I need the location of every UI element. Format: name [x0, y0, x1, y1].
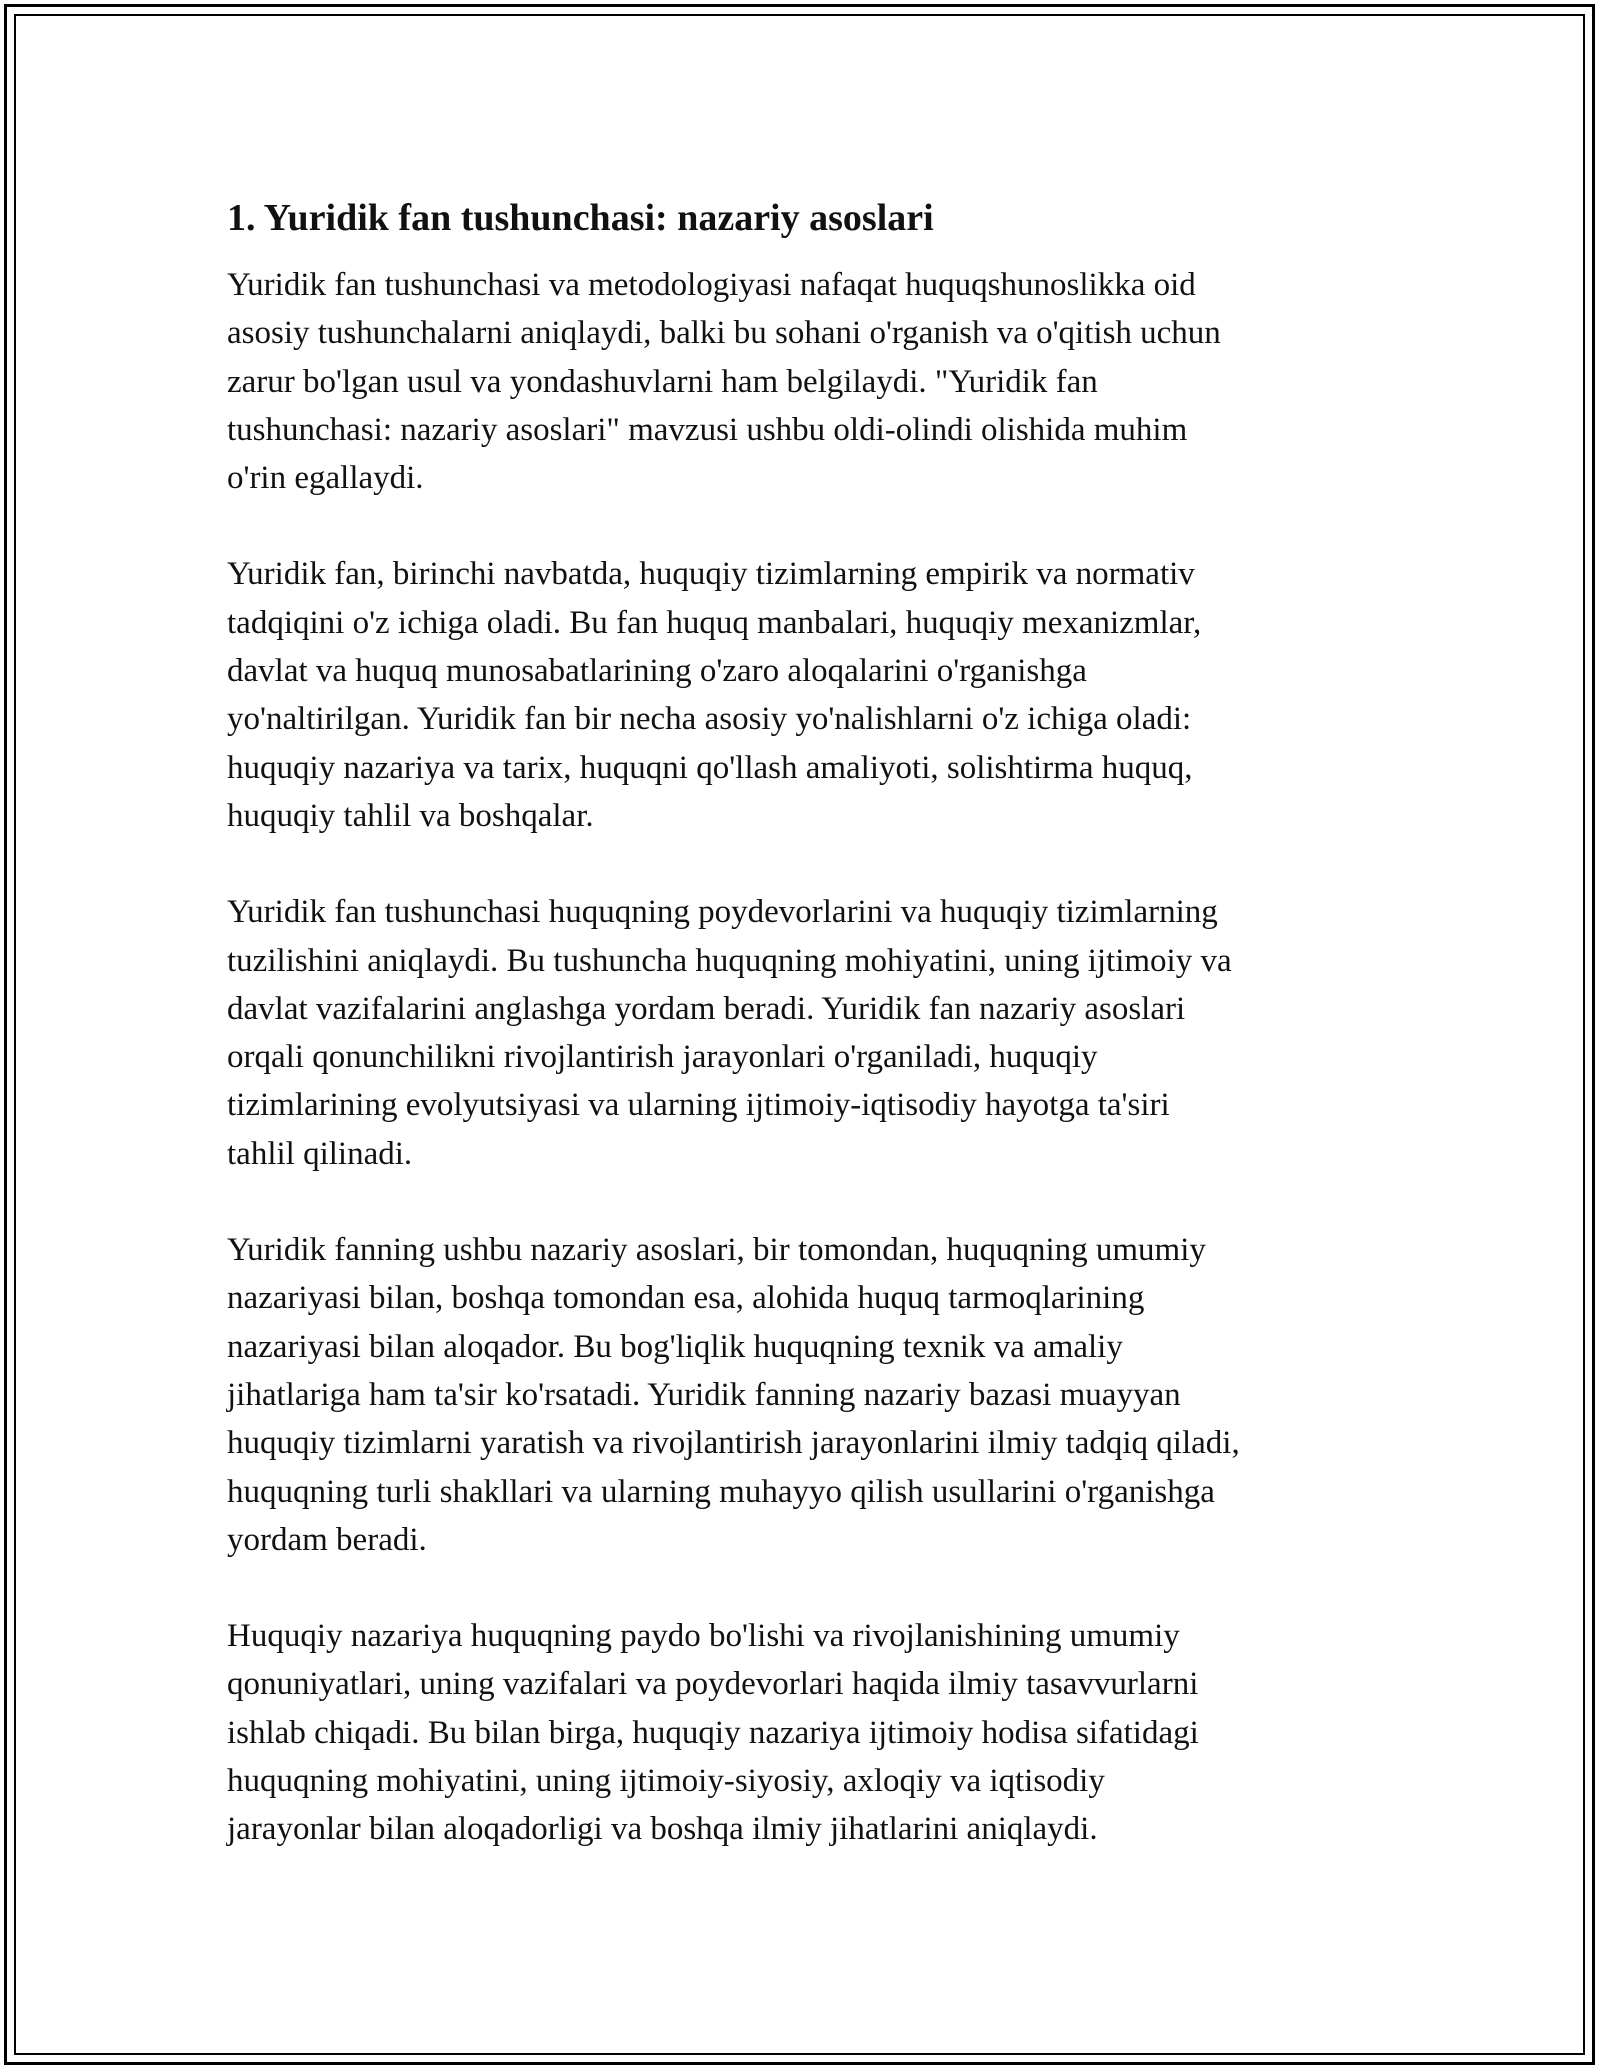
- document-body: [227, 180, 1377, 1902]
- paragraph-line: huquqiy tahlil va boshqalar.: [227, 797, 594, 834]
- paragraph-line: qonuniyatlari, uning vazifalari va poydevorlari haqida ilmiy tasavvurlarni: [227, 1666, 1199, 1703]
- paragraph-line: davlat va huquq munosabatlarining o'zaro aloqalarini o'rganishga: [227, 653, 1087, 690]
- paragraph-line: ishlab chiqadi. Bu bilan birga, huquqiy nazariya ijtimoiy hodisa sifatidagi: [227, 1714, 1199, 1751]
- paragraph-line: davlat vazifalarini anglashga yordam beradi. Yuridik fan nazariy asoslari: [227, 990, 1186, 1027]
- paragraph-line: yordam beradi.: [227, 1521, 427, 1558]
- paragraph-line: huquqiy nazariya va tarix, huquqni qo'llash amaliyoti, solishtirma huquq,: [227, 749, 1193, 786]
- section-heading: 1. Yuridik fan tushunchasi: nazariy asoslari: [227, 197, 934, 239]
- paragraph-line: zarur bo'lgan usul va yondashuvlarni ham belgilaydi. "Yuridik fan: [227, 363, 1098, 400]
- paragraph-line: Yuridik fan tushunchasi va metodologiyasi nafaqat huquqshunoslikka oid: [227, 267, 1196, 303]
- paragraph-line: yo'naltirilgan. Yuridik fan bir necha asosiy yo'nalishlarni o'z ichiga oladi:: [227, 701, 1192, 738]
- paragraph-line: huquqning turli shakllari va ularning muhayyo qilish usullarini o'rganishga: [227, 1473, 1215, 1510]
- paragraph-line: Yuridik fan tushunchasi huquqning poydevorlarini va huquqiy tizimlarning: [227, 894, 1218, 931]
- paragraph: [227, 1612, 1377, 1853]
- paragraph-line: tahlil qilinadi.: [227, 1135, 413, 1172]
- paragraph-line: tizimlarining evolyutsiyasi va ularning ijtimoiy-iqtisodiy hayotga ta'siri: [227, 1087, 1170, 1124]
- paragraph: [227, 1226, 1377, 1564]
- paragraph-line: tuzilishini aniqlaydi. Bu tushuncha huquqning mohiyatini, uning ijtimoiy va: [227, 942, 1232, 979]
- paragraph-line: jarayonlar bilan aloqadorligi va boshqa ilmiy jihatlarini aniqlaydi.: [227, 1811, 1098, 1848]
- paragraph-line: huquqiy tizimlarni yaratish va rivojlantirish jarayonlarini ilmiy tadqiq qiladi,: [227, 1425, 1240, 1462]
- paragraph-line: huquqning mohiyatini, uning ijtimoiy-siyosiy, axloqiy va iqtisodiy: [227, 1763, 1105, 1800]
- paragraph-line: tushunchasi: nazariy asoslari" mavzusi ushbu oldi-olindi olishida muhim: [227, 411, 1188, 448]
- paragraph-line: nazariyasi bilan, boshqa tomondan esa, alohida huquq tarmoqlarining: [227, 1280, 1145, 1317]
- paragraph-line: Yuridik fan, birinchi navbatda, huquqiy tizimlarning empirik va normativ: [227, 556, 1195, 593]
- paragraph-line: Yuridik fanning ushbu nazariy asoslari, bir tomondan, huquqning umumiy: [227, 1232, 1206, 1269]
- paragraph-line: nazariyasi bilan aloqador. Bu bog'liqlik huquqning texnik va amaliy: [227, 1328, 1123, 1365]
- paragraph-line: Huquqiy nazariya huquqning paydo bo'lishi va rivojlanishining umumiy: [227, 1618, 1180, 1655]
- paragraph-line: tadqiqini o'z ichiga oladi. Bu fan huquq manbalari, huquqiy mexanizmlar,: [227, 604, 1202, 641]
- paragraph-line: orqali qonunchilikni rivojlantirish jarayonlari o'rganiladi, huquqiy: [227, 1039, 1098, 1076]
- paragraph-line: jihatlariga ham ta'sir ko'rsatadi. Yuridik fanning nazariy bazasi muayyan: [227, 1376, 1181, 1413]
- paragraph: [227, 261, 1377, 502]
- paragraph-line: o'rin egallaydi.: [227, 460, 424, 497]
- paragraph: [227, 550, 1377, 840]
- paragraph: [227, 888, 1377, 1178]
- paragraph-line: asosiy tushunchalarni aniqlaydi, balki bu sohani o'rganish va o'qitish uchun: [227, 315, 1221, 352]
